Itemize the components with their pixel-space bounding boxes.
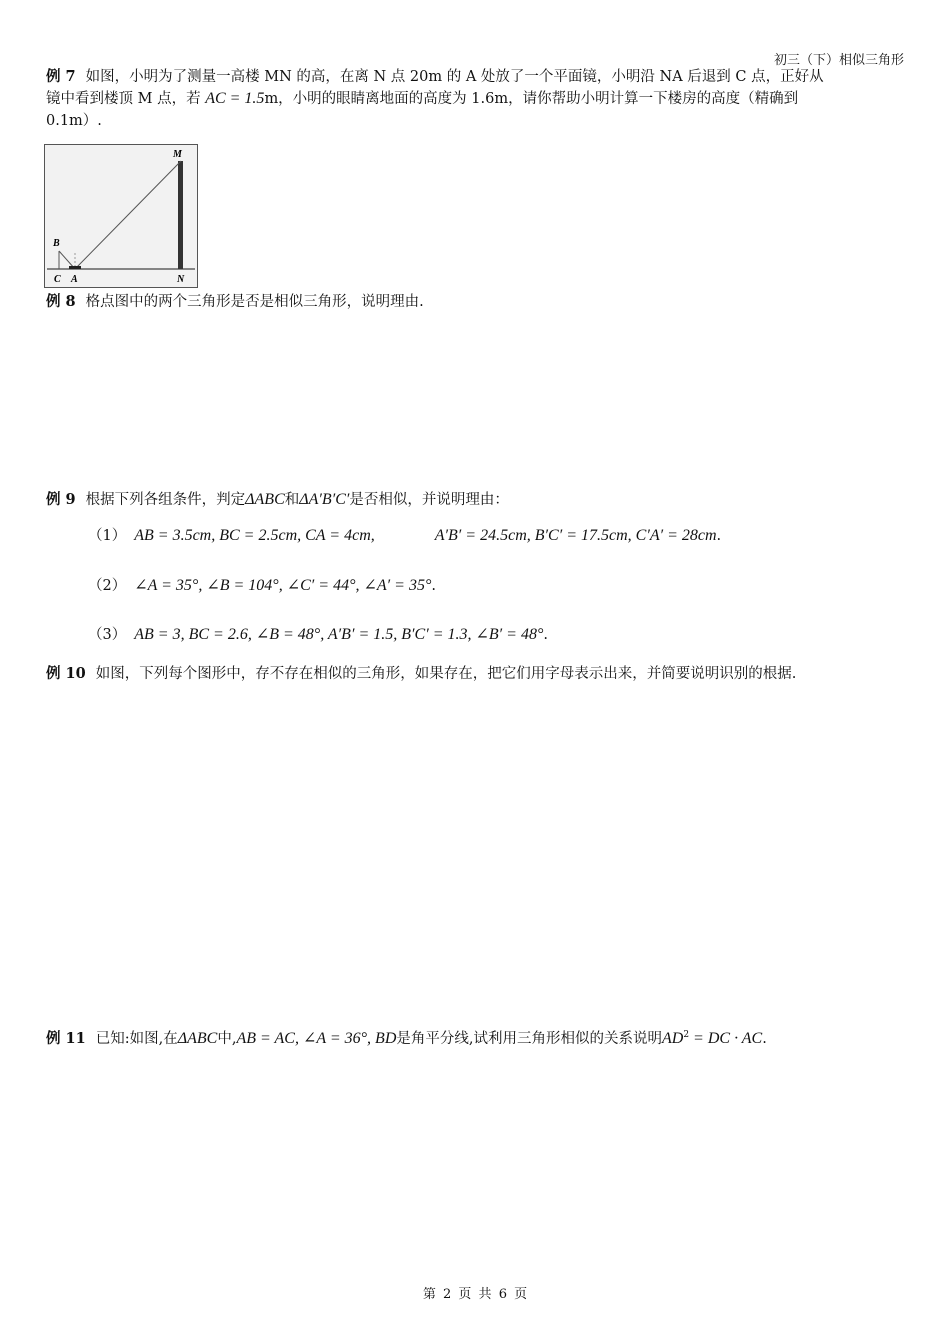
item-1-math-a: AB = 3.5cm, BC = 2.5cm, CA = 4cm, <box>134 527 375 544</box>
item-3-math-a: AB = 3, BC = 2.6, ∠B = 48°, A′B′ = 1.5, B′C′ = 1.3, ∠B′ = 48° <box>134 626 544 643</box>
example-11-end: . <box>762 1030 767 1047</box>
example-7-math-ac: AC = 1.5 <box>205 90 265 107</box>
example-8-text: 格点图中的两个三角形是否是相似三角形，说明理由. <box>85 294 424 310</box>
example-11-text-c: 是角平分线,试利用三角形相似的关系说明 <box>396 1030 662 1047</box>
example-9-text-b: 和 <box>284 492 300 508</box>
example-10 <box>46 663 906 685</box>
item-3-number: （3） <box>88 627 127 643</box>
example-11-condition: AB = AC, ∠A = 36°, BD <box>236 1029 397 1047</box>
example-9-item-3 <box>88 623 548 644</box>
example-7-figure <box>44 144 198 288</box>
example-10-text: 如图，下列每个图形中，存不存在相似的三角形，如果存在，把它们用字母表示出来，并简要说明识别的根据. <box>95 666 797 682</box>
building-mn <box>178 161 183 269</box>
page-header: 初三（下）相似三角形 <box>773 53 904 68</box>
item-2-end: . <box>431 578 436 594</box>
example-11-label: 例 11 <box>46 1029 86 1047</box>
example-11-conclusion-exponent: 2 <box>683 1030 690 1040</box>
example-11 <box>46 1024 906 1050</box>
example-7 <box>46 66 906 132</box>
example-9-label: 例 9 <box>46 491 76 508</box>
label-a: A <box>71 274 78 285</box>
example-7-line-3: 0.1m）. <box>46 113 102 129</box>
example-9-triangle-abc-prime: ΔA′B′C′ <box>299 491 350 508</box>
reflection-line-am <box>75 161 181 269</box>
example-9 <box>46 489 906 511</box>
example-11-text-a: 已知:如图,在 <box>95 1030 178 1047</box>
example-10-label: 例 10 <box>46 665 86 682</box>
item-1-end: . <box>716 528 722 544</box>
item-2-number: （2） <box>88 578 127 594</box>
example-7-line-2 <box>46 88 906 110</box>
example-8 <box>46 291 906 313</box>
example-9-text-a: 根据下列各组条件，判定 <box>85 492 246 508</box>
label-b: B <box>53 238 60 249</box>
example-7-label: 例 7 <box>46 68 76 85</box>
page-footer: 第 2 页 共 6 页 <box>422 1287 528 1302</box>
example-11-triangle: ΔABC <box>177 1029 218 1047</box>
example-7-text-1: 如图，小明为了测量一高楼 MN 的高，在离 N 点 20m 的 A 处放了一个平面镜，小明沿 NA 后退到 C 点，正好从 <box>85 69 824 85</box>
example-9-item-1 <box>88 524 721 545</box>
example-7-line-1 <box>46 66 906 88</box>
item-2-math-a: ∠A = 35°, ∠B = 104°, ∠C′ = 44°, ∠A′ = 35° <box>134 577 432 594</box>
label-m: M <box>173 149 182 160</box>
mirror <box>69 266 81 269</box>
label-n: N <box>177 274 185 285</box>
example-9-item-2 <box>88 574 436 595</box>
label-c: C <box>54 274 61 285</box>
item-3-end: . <box>543 627 548 643</box>
item-1-math-b: A′B′ = 24.5cm, B′C′ = 17.5cm, C′A′ = 28cm <box>434 527 717 544</box>
example-9-text-c: 是否相似，并说明理由： <box>349 492 509 508</box>
example-11-text-b: 中, <box>217 1030 237 1047</box>
mirror-building-diagram <box>45 145 197 287</box>
example-11-conclusion-b: = DC · AC <box>689 1029 763 1047</box>
example-9-triangle-abc: ΔABC <box>245 491 285 508</box>
example-11-conclusion-a: AD <box>661 1029 684 1047</box>
example-7-text-2a: 镜中看到楼顶 M 点，若 <box>46 91 201 107</box>
item-1-number: （1） <box>88 528 127 544</box>
example-7-text-2b: m，小明的眼睛离地面的高度为 1.6m，请你帮助小明计算一下楼房的高度（精确到 <box>264 91 799 107</box>
example-8-label: 例 8 <box>46 293 76 310</box>
